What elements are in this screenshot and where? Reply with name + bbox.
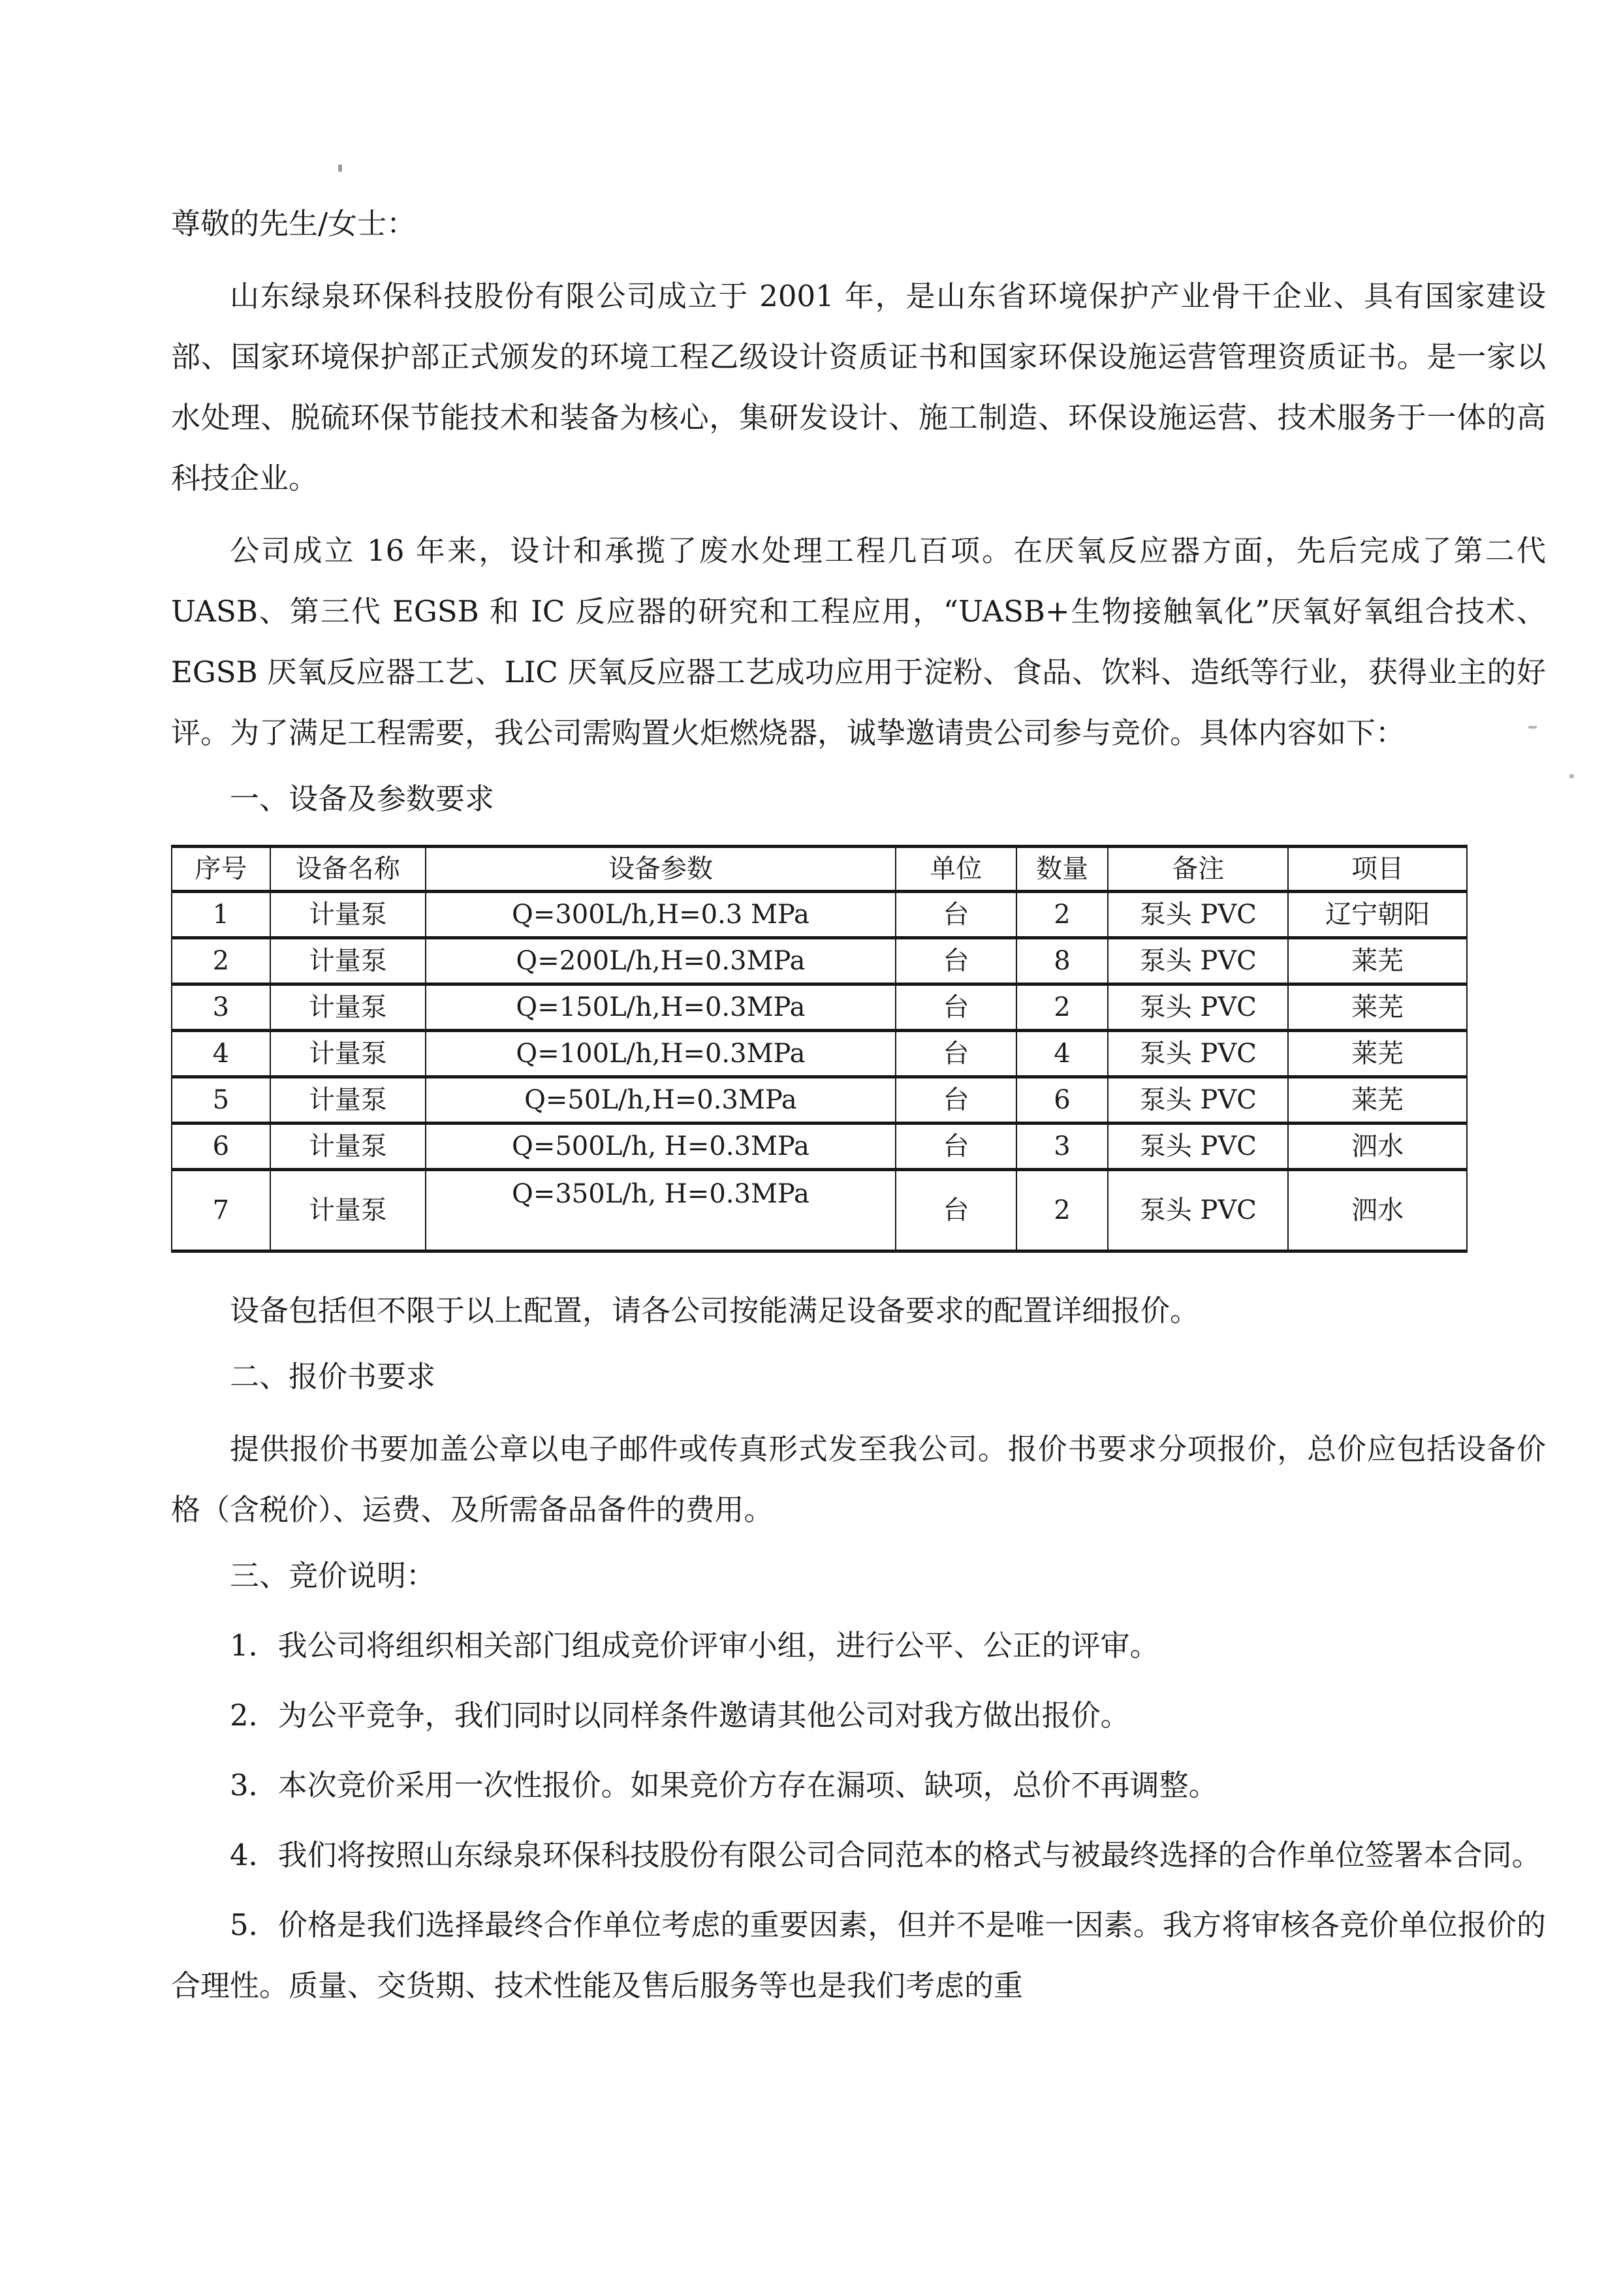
table-cell: Q=350L/h, H=0.3MPa <box>426 1170 896 1251</box>
table-cell: 泵头 PVC <box>1108 1077 1288 1124</box>
equipment-table-body <box>172 892 1467 1251</box>
section2-body: 提供报价书要加盖公章以电子邮件或传真形式发至我公司。报价书要求分项报价，总价应包括设备价格（含税价）、运费、及所需备品备件的费用。 <box>171 1432 1546 1527</box>
table-header-cell: 项目 <box>1288 847 1467 892</box>
equipment-note: 设备包括但不限于以上配置，请各公司按能满足设备要求的配置详细报价。 <box>230 1293 1200 1328</box>
table-cell: 台 <box>896 1031 1016 1077</box>
table-cell: 莱芜 <box>1288 1077 1467 1124</box>
document-body <box>171 193 1546 2016</box>
table-cell: 计量泵 <box>270 938 426 984</box>
scan-speck <box>338 165 342 172</box>
table-cell: 计量泵 <box>270 1077 426 1124</box>
intro-paragraphs <box>171 266 1546 763</box>
intro-paragraph-1: 山东绿泉环保科技股份有限公司成立于 2001 年，是山东省环境保护产业骨干企业、具有国家建设部、国家环境保护部正式颁发的环境工程乙级设计资质证书和国家环保设施运营管理资质证书。是一家以水处理、脱硫环保节能技术和装备为核心，集研发设计、施工制造、环保设施运营、技术服务于一体的高科技企业。 <box>171 279 1546 495</box>
table-cell: 莱芜 <box>1288 984 1467 1031</box>
table-cell: 7 <box>172 1170 270 1251</box>
table-row <box>172 1077 1467 1124</box>
table-cell: 2 <box>1016 1170 1108 1251</box>
table-cell: 台 <box>896 1170 1016 1251</box>
table-cell: 6 <box>172 1124 270 1170</box>
table-cell: 5 <box>172 1077 270 1124</box>
equipment-table <box>171 845 1468 1253</box>
table-row <box>172 938 1467 984</box>
bidding-item-3: 3．本次竞价采用一次性报价。如果竞价方存在漏项、缺项，总价不再调整。 <box>230 1768 1218 1802</box>
table-cell: 1 <box>172 892 270 938</box>
table-header-row <box>172 847 1467 892</box>
table-cell: 莱芜 <box>1288 1031 1467 1077</box>
table-cell: 莱芜 <box>1288 938 1467 984</box>
table-header-cell: 单位 <box>896 847 1016 892</box>
table-cell: 台 <box>896 892 1016 938</box>
table-row <box>172 1170 1467 1251</box>
table-cell: 4 <box>1016 1031 1108 1077</box>
table-cell: 8 <box>1016 938 1108 984</box>
table-cell: 计量泵 <box>270 1170 426 1251</box>
table-cell: 泵头 PVC <box>1108 892 1288 938</box>
table-cell: 台 <box>896 984 1016 1031</box>
table-cell: Q=300L/h,H=0.3 MPa <box>426 892 896 938</box>
table-cell: 泵头 PVC <box>1108 938 1288 984</box>
section3-heading: 三、竞价说明： <box>230 1558 436 1593</box>
table-cell: 6 <box>1016 1077 1108 1124</box>
table-cell: 台 <box>896 1124 1016 1170</box>
table-cell: 3 <box>1016 1124 1108 1170</box>
salutation: 尊敬的先生/女士： <box>171 206 417 241</box>
table-cell: 台 <box>896 1077 1016 1124</box>
table-cell: 泗水 <box>1288 1170 1467 1251</box>
table-cell: 2 <box>1016 984 1108 1031</box>
table-row <box>172 984 1467 1031</box>
bidding-item-4: 4．我们将按照山东绿泉环保科技股份有限公司合同范本的格式与被最终选择的合作单位签署本合同。 <box>230 1838 1541 1872</box>
table-row <box>172 1031 1467 1077</box>
intro-paragraph-2: 公司成立 16 年来，设计和承揽了废水处理工程几百项。在厌氧反应器方面，先后完成了第二代 UASB、第三代 EGSB 和 IC 反应器的研究和工程应用，“UASB+生物接触氧化”厌氧好氧组合技术、EGSB 厌氧反应器工艺、LIC 厌氧反应器工艺成功应用于淀粉、食品、饮料、造纸等行业，获得业主的好评。为了满足工程需要，我公司需购置火炬燃烧器，诚挚邀请贵公司参与竞价。具体内容如下： <box>171 533 1546 750</box>
table-cell: 计量泵 <box>270 984 426 1031</box>
table-cell: 计量泵 <box>270 1124 426 1170</box>
table-cell: Q=200L/h,H=0.3MPa <box>426 938 896 984</box>
bidding-item-5: 5．价格是我们选择最终合作单位考虑的重要因素，但并不是唯一因素。我方将审核各竞价单位报价的合理性。质量、交货期、技术性能及售后服务等也是我们考虑的重 <box>171 1908 1546 2003</box>
table-cell: 泵头 PVC <box>1108 1124 1288 1170</box>
section1-heading: 一、设备及参数要求 <box>230 781 495 816</box>
bidding-item-2: 2．为公平竞争，我们同时以同样条件邀请其他公司对我方做出报价。 <box>230 1698 1130 1733</box>
table-cell: 计量泵 <box>270 1031 426 1077</box>
table-row <box>172 1124 1467 1170</box>
table-cell: 泵头 PVC <box>1108 1170 1288 1251</box>
table-row <box>172 892 1467 938</box>
bidding-items <box>171 1615 1546 2016</box>
table-cell: 2 <box>1016 892 1108 938</box>
scan-speck <box>1569 774 1574 778</box>
table-header-cell: 序号 <box>172 847 270 892</box>
table-cell: 3 <box>172 984 270 1031</box>
table-cell: 泗水 <box>1288 1124 1467 1170</box>
table-cell: Q=50L/h,H=0.3MPa <box>426 1077 896 1124</box>
table-cell: 泵头 PVC <box>1108 1031 1288 1077</box>
table-header-cell: 设备名称 <box>270 847 426 892</box>
bidding-item-1: 1．我公司将组织相关部门组成竞价评审小组，进行公平、公正的评审。 <box>230 1628 1159 1663</box>
table-cell: 辽宁朝阳 <box>1288 892 1467 938</box>
table-header-cell: 设备参数 <box>426 847 896 892</box>
table-cell: 2 <box>172 938 270 984</box>
table-header-cell: 数量 <box>1016 847 1108 892</box>
table-cell: Q=500L/h, H=0.3MPa <box>426 1124 896 1170</box>
table-cell: 计量泵 <box>270 892 426 938</box>
table-header-cell: 备注 <box>1108 847 1288 892</box>
table-cell: 泵头 PVC <box>1108 984 1288 1031</box>
table-cell: 台 <box>896 938 1016 984</box>
table-cell: 4 <box>172 1031 270 1077</box>
table-cell: Q=100L/h,H=0.3MPa <box>426 1031 896 1077</box>
section2-heading: 二、报价书要求 <box>230 1359 436 1394</box>
table-cell: Q=150L/h,H=0.3MPa <box>426 984 896 1031</box>
